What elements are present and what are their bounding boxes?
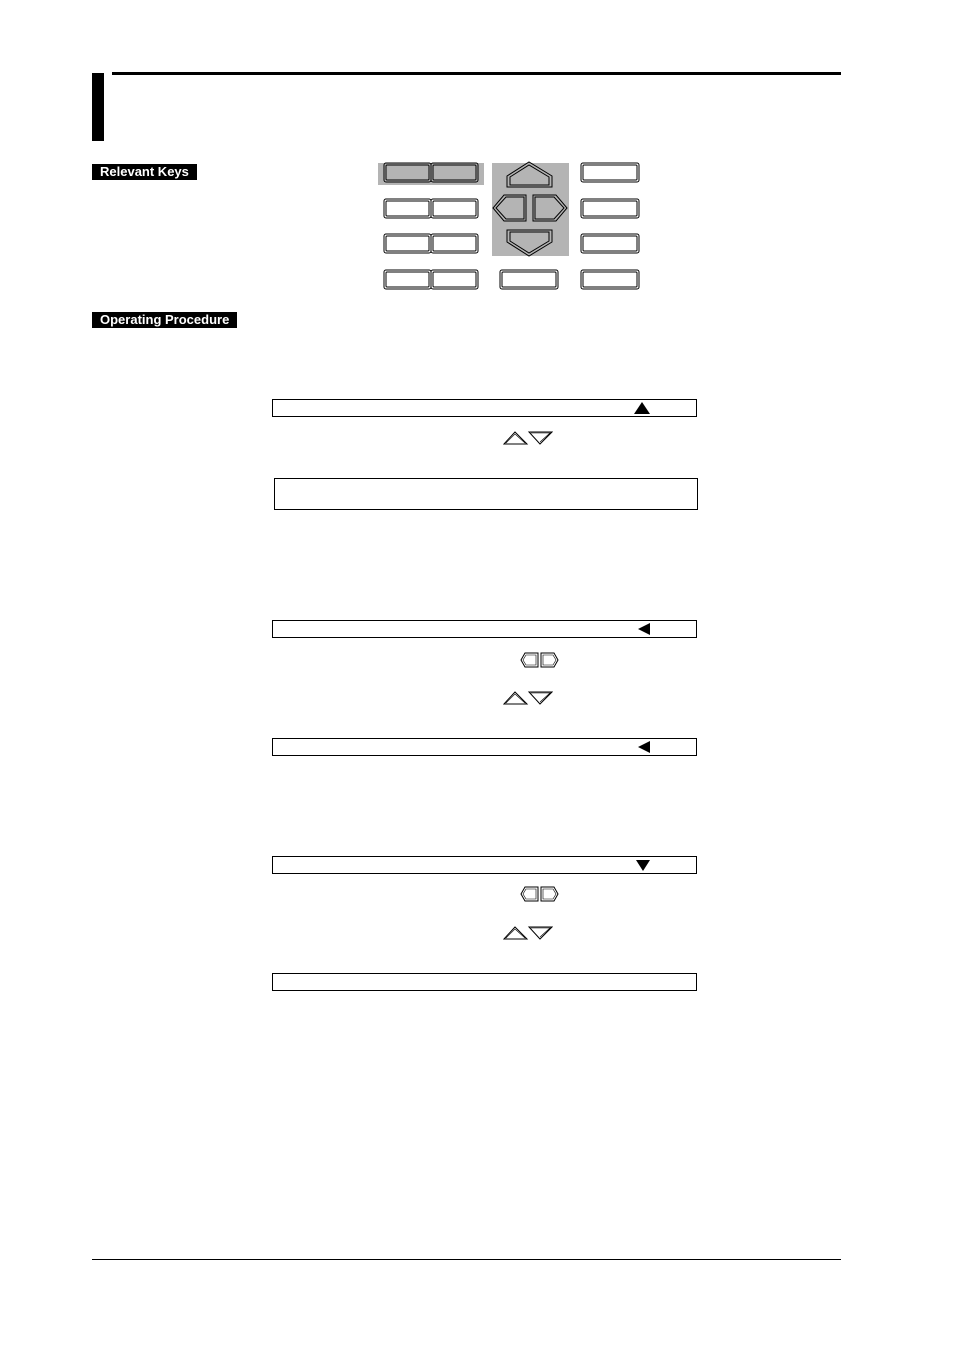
key-pair-4 (384, 270, 478, 289)
left-triangle-icon (637, 740, 651, 754)
keypad-diagram (376, 160, 646, 295)
cursor-mark: _ (279, 742, 287, 756)
display-line-4 (272, 738, 697, 756)
display-line-6 (272, 973, 697, 991)
relevant-keys-label: Relevant Keys (92, 164, 197, 180)
operating-procedure-label: Operating Procedure (92, 312, 237, 328)
up-down-keys-icon (503, 690, 553, 706)
display-line-2 (274, 478, 698, 510)
key-pair-1 (384, 163, 478, 182)
display-line-1 (272, 399, 697, 417)
cursor-mark: _ (287, 496, 295, 510)
display-line-5 (272, 856, 697, 874)
header-rule (112, 72, 841, 75)
left-triangle-icon (637, 622, 651, 636)
up-down-keys-icon (503, 430, 553, 446)
footer-rule (92, 1259, 841, 1260)
key-pair-2 (384, 199, 478, 218)
left-right-keys-icon (520, 652, 560, 668)
cursor-mark: _ (279, 977, 287, 991)
key-pair-3 (384, 234, 478, 253)
up-triangle-icon (633, 401, 651, 415)
down-triangle-icon (635, 859, 651, 872)
up-down-keys-icon (503, 925, 553, 941)
chapter-marker-bar (92, 73, 104, 141)
left-right-keys-icon (520, 886, 560, 902)
display-line-3 (272, 620, 697, 638)
